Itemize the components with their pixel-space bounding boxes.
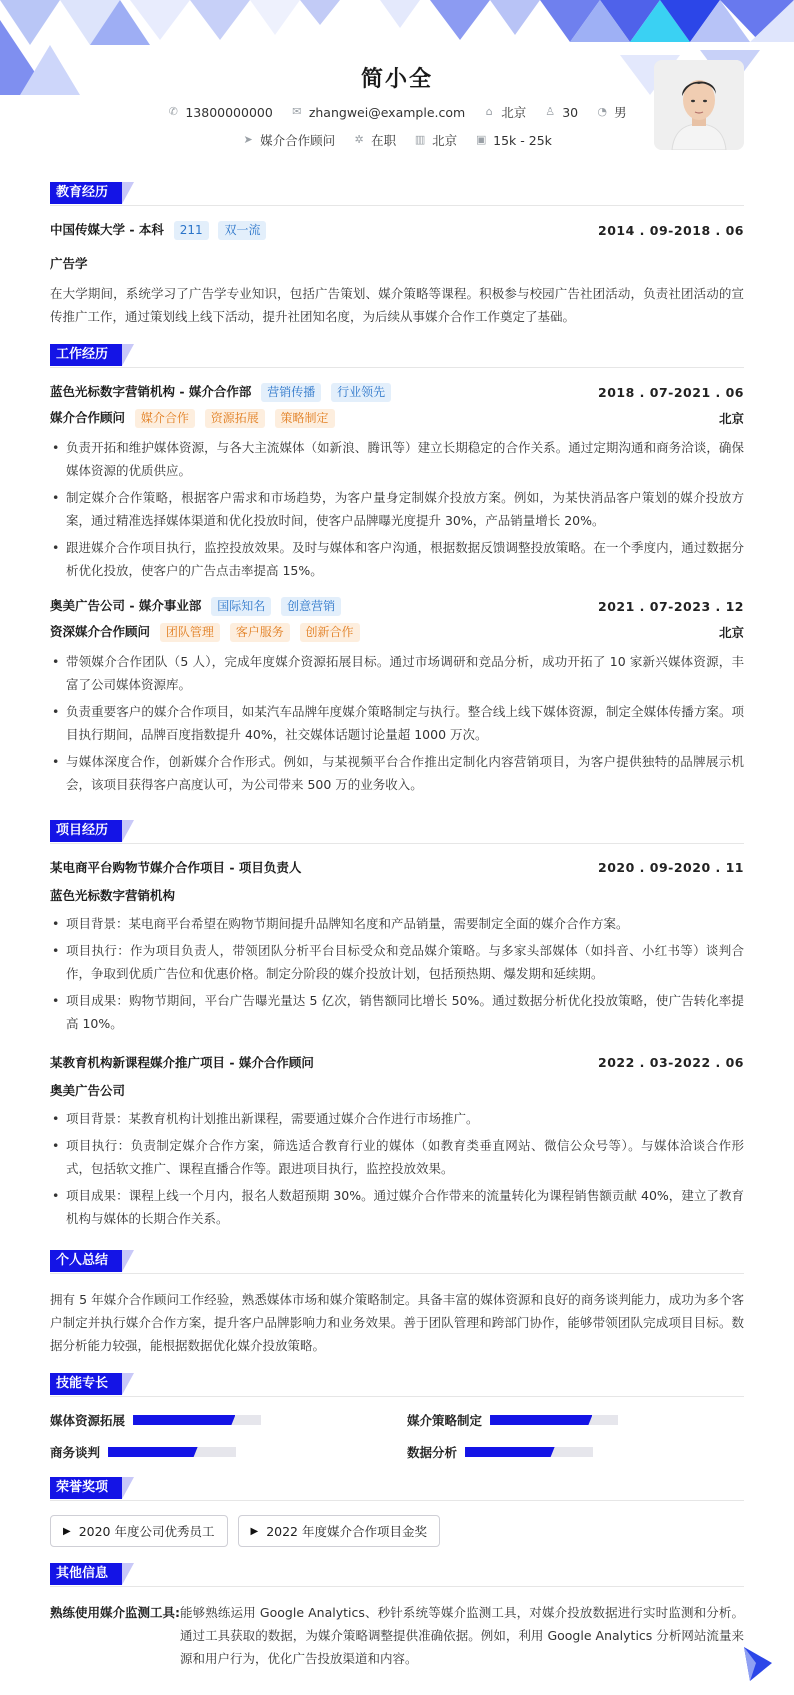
summary-heading: 个人总结 (50, 1250, 122, 1272)
company-tag: 创意营销 (281, 597, 341, 616)
company-tag: 行业领先 (331, 383, 391, 402)
target-city-info (414, 131, 457, 149)
skills-section (50, 1373, 744, 1475)
resume-header (50, 0, 744, 180)
list-item: • 制定媒介合作策略，根据客户需求和市场趋势，为客户量身定制媒介投放方案。例如，为某快消品客户策划的媒介投放方案，通过精准选择媒体渠道和优化投放时间，使客户品牌曝光度提升 30%，产品销量增长 20%。 (50, 486, 744, 532)
send-icon: ➤ (243, 133, 253, 146)
skill-bar-fill (108, 1447, 198, 1457)
skill-item (50, 1443, 387, 1461)
company-tag: 国际知名 (211, 597, 271, 616)
major: 广告学 (50, 256, 88, 271)
job-title: 媒介合作顾问 (50, 410, 126, 425)
phone-text: 13800000000 (185, 104, 273, 120)
settings-icon: ✲ (354, 133, 364, 146)
other-heading: 其他信息 (50, 1563, 122, 1585)
job-tag: 创新合作 (300, 623, 360, 642)
award-text: 2020 年度公司优秀员工 (78, 1524, 215, 1539)
other-section (50, 1563, 744, 1670)
job-tag: 媒介合作 (135, 409, 195, 428)
salary-text: 15k - 25k (493, 132, 552, 148)
list-item: • 项目成果：购物节期间，平台广告曝光量达 5 亿次，销售额同比增长 50%。通过数据分析优化投放策略，使广告转化率提高 10%。 (50, 989, 744, 1035)
project-date: 2022 . 03-2022 . 06 (598, 1054, 744, 1070)
school-tag: 211 (174, 221, 209, 240)
play-triangle-icon: ▶ (63, 1525, 71, 1537)
home-icon: ⌂ (485, 105, 493, 118)
status-text: 在职 (371, 133, 397, 148)
phone-icon: ✆ (168, 105, 178, 118)
project-name: 某电商平台购物节媒介合作项目 - 项目负责人 (50, 860, 302, 875)
skill-name: 数据分析 (407, 1445, 458, 1460)
work-bullets (50, 436, 744, 582)
skill-name: 媒介策略制定 (407, 1413, 483, 1428)
job-tag: 客户服务 (230, 623, 290, 642)
project-org: 奥美广告公司 (50, 1083, 126, 1098)
work-entry (50, 382, 744, 582)
project-bullets (50, 912, 744, 1035)
education-heading: 教育经历 (50, 182, 122, 204)
work-section (50, 344, 744, 818)
award-item (238, 1515, 441, 1547)
gender-icon: ◔ (597, 105, 607, 118)
skills-heading: 技能专长 (50, 1373, 122, 1395)
gender-text: 男 (614, 105, 627, 120)
job-tag: 策略制定 (275, 409, 335, 428)
project-date: 2020 . 09-2020 . 11 (598, 859, 744, 875)
city-text: 北京 (501, 105, 527, 120)
city-info (483, 103, 526, 121)
gender-info (596, 103, 627, 121)
skill-bar (465, 1447, 593, 1457)
age-info (544, 103, 578, 121)
work-location: 北京 (718, 411, 744, 426)
list-item: • 负责开拓和维护媒体资源，与各大主流媒体（如新浪、腾讯等）建立长期稳定的合作关系。通过定期沟通和商务洽谈，确保媒体资源的优质供应。 (50, 436, 744, 482)
other-text: 能够熟练运用 Google Analytics、秒针系统等媒介监测工具，对媒介投放数据进行实时监测和分析。通过工具获取的数据，为媒介策略调整提供准确依据。例如，利用 Google Analytics 分析网站流量来源和用户行为，优化广告投放渠道和内容。 (180, 1605, 744, 1666)
position-info (242, 131, 335, 149)
building-icon: ▥ (414, 133, 426, 146)
candidate-name: 简小全 (360, 67, 433, 92)
skills-grid (50, 1411, 744, 1461)
awards-section (50, 1477, 744, 1561)
skill-item (407, 1411, 744, 1429)
wallet-icon: ▣ (475, 133, 487, 146)
list-item: • 项目成果：课程上线一个月内，报名人数超预期 30%。通过媒介合作带来的流量转化为课程销售额贡献 40%，建立了教育机构与媒体的长期合作关系。 (50, 1184, 744, 1230)
status-info (353, 131, 396, 149)
company-name: 蓝色光标数字营销机构 - 媒介合作部 (50, 384, 252, 399)
projects-heading: 项目经历 (50, 820, 122, 842)
school-tag: 双一流 (218, 221, 266, 240)
summary-section (50, 1250, 744, 1371)
school-name: 中国传媒大学 - 本科 (50, 222, 164, 237)
skill-item (50, 1411, 387, 1429)
projects-section (50, 820, 744, 1248)
awards-heading: 荣誉奖项 (50, 1477, 122, 1499)
corner-decoration (736, 1643, 776, 1683)
list-item: • 跟进媒介合作项目执行，监控投放效果。及时与媒体和客户沟通，根据数据反馈调整投放策略。在一个季度内，通过数据分析优化投放，使客户的广告点击率提高 15%。 (50, 536, 744, 582)
avatar (654, 60, 744, 150)
list-item: • 项目背景：某教育机构计划推出新课程，需要通过媒介合作进行市场推广。 (50, 1107, 744, 1130)
skill-bar-fill (465, 1447, 555, 1457)
skill-name: 商务谈判 (50, 1445, 101, 1460)
list-item: • 带领媒介合作团队（5 人），完成年度媒介资源拓展目标。通过市场调研和竞品分析，成功开拓了 10 家新兴媒体资源，丰富了公司媒体资源库。 (50, 650, 744, 696)
list-item: • 项目执行：作为项目负责人，带领团队分析平台目标受众和竞品媒介策略。与多家头部媒体（如抖音、小红书等）谈判合作，争取到优质广告位和优惠价格。制定分阶段的媒介投放计划，包括预热期、爆发期和延续期。 (50, 939, 744, 985)
job-tag: 资源拓展 (205, 409, 265, 428)
play-triangle-icon: ▶ (250, 1525, 259, 1537)
salary-info (475, 131, 552, 149)
skill-bar-fill (490, 1415, 592, 1425)
education-description: 在大学期间，系统学习了广告学专业知识，包括广告策划、媒介策略等课程。积极参与校园广告社团活动，负责社团活动的宣传推广工作，通过策划线上线下活动，提升社团知名度，为后续从事媒介合作工作奠定了基础。 (50, 286, 744, 324)
job-tag: 团队管理 (160, 623, 220, 642)
cake-icon: ♙ (545, 105, 556, 118)
company-tag: 营销传播 (261, 383, 321, 402)
list-item: • 项目背景：某电商平台希望在购物节期间提升品牌知名度和产品销量，需要制定全面的媒介合作方案。 (50, 912, 744, 935)
skill-bar (108, 1447, 236, 1457)
mail-icon: ✉ (292, 105, 302, 118)
position-text: 媒介合作顾问 (260, 133, 336, 148)
project-bullets (50, 1107, 744, 1230)
phone-info (167, 103, 272, 121)
company-name: 奥美广告公司 - 媒介事业部 (50, 598, 202, 613)
award-text: 2022 年度媒介合作项目金奖 (266, 1524, 427, 1539)
list-item: • 与媒体深度合作，创新媒介合作形式。例如，与某视频平台合作推出定制化内容营销项目，为客户提供独特的品牌展示机会，该项目获得客户高度认可，为公司带来 500 万的业务收入。 (50, 750, 744, 796)
age-text: 30 (562, 104, 579, 120)
skill-bar (490, 1415, 618, 1425)
job-title: 资深媒介合作顾问 (50, 624, 151, 639)
email-text: zhangwei@example.com (308, 104, 466, 120)
education-date: 2014 . 09-2018 . 06 (598, 222, 744, 238)
work-heading: 工作经历 (50, 344, 122, 366)
education-section (50, 182, 744, 342)
project-org: 蓝色光标数字营销机构 (50, 888, 176, 903)
list-item: • 项目执行：负责制定媒介合作方案，筛选适合教育行业的媒体（如教育类垂直网站、微信公众号等）。与媒体洽谈合作形式，包括软文推广、课程直播合作等。跟进项目执行，监控投放效果。 (50, 1134, 744, 1180)
skill-bar (133, 1415, 261, 1425)
work-date: 2021 . 07-2023 . 12 (598, 598, 744, 614)
project-entry (50, 858, 744, 1035)
other-label: 熟练使用媒介监测工具: (50, 1605, 180, 1620)
target-city-text: 北京 (432, 133, 458, 148)
job-intent-row (50, 131, 744, 149)
basic-info-row (50, 103, 744, 121)
work-location: 北京 (718, 625, 744, 640)
work-bullets (50, 650, 744, 796)
skill-item (407, 1443, 744, 1461)
email-info (291, 103, 465, 121)
work-entry (50, 596, 744, 796)
list-item: • 负责重要客户的媒介合作项目，如某汽车品牌年度媒介策略制定与执行。整合线上线下媒体资源，制定全媒体传播方案。项目执行期间，品牌百度指数提升 40%，社交媒体话题讨论量超 1000 万次。 (50, 700, 744, 746)
work-date: 2018 . 07-2021 . 06 (598, 384, 744, 400)
project-entry (50, 1053, 744, 1230)
summary-text: 拥有 5 年媒介合作顾问工作经验，熟悉媒体市场和媒介策略制定。具备丰富的媒体资源和良好的商务谈判能力，成功为多个客户制定并执行媒介合作方案，提升客户品牌影响力和业务效果。善于团队管理和跨部门协作，能够带领团队完成项目目标。数据分析能力较强，能根据数据优化媒介投放策略。 (50, 1292, 744, 1353)
project-name: 某教育机构新课程媒介推广项目 - 媒介合作顾问 (50, 1055, 314, 1070)
skill-bar-fill (133, 1415, 235, 1425)
skill-name: 媒体资源拓展 (50, 1413, 126, 1428)
award-item (50, 1515, 228, 1547)
